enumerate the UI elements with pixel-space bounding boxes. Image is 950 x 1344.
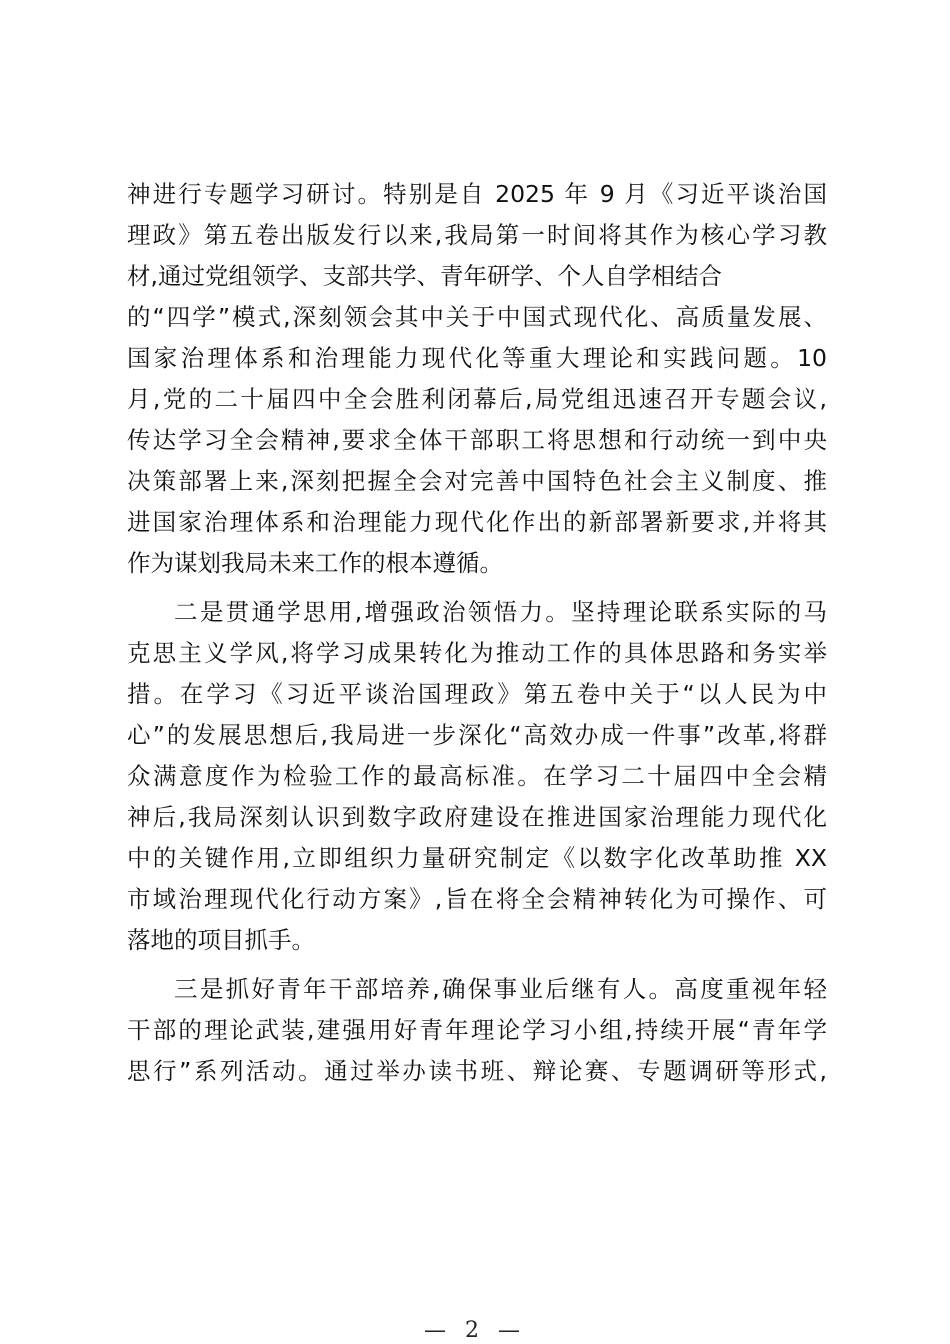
paragraph-2 bbox=[127, 592, 827, 961]
text-line: 心”的发展思想后,我局进一步深化“高效办成一件事”改革,将群 bbox=[127, 721, 827, 749]
text-line: 月,党的二十届四中全会胜利闭幕后,局党组迅速召开专题会议, bbox=[127, 385, 827, 413]
paragraph-spacer bbox=[127, 584, 827, 592]
paragraph-3 bbox=[127, 969, 827, 1092]
text-line: 干部的理论武装,建强用好青年理论学习小组,持续开展“青年学 bbox=[127, 1016, 827, 1044]
text-line: 神后,我局深刻认识到数字政府建设在推进国家治理能力现代化 bbox=[127, 803, 827, 831]
text-line: 决策部署上来,深刻把握全会对完善中国特色社会主义制度、推 bbox=[127, 467, 827, 495]
text-line: 神进行专题学习研讨。特别是自 2025 年 9 月《习近平谈治国 bbox=[127, 180, 827, 208]
text-line: 理政》第五卷出版发行以来,我局第一时间将其作为核心学习教 bbox=[127, 221, 827, 249]
text-line: 措。在学习《习近平谈治国理政》第五卷中关于“以人民为中 bbox=[127, 680, 827, 708]
text-line: 三是抓好青年干部培养,确保事业后继有人。高度重视年轻 bbox=[174, 975, 827, 1003]
text-line: 进国家治理体系和治理能力现代化作出的新部署新要求,并将其 bbox=[127, 508, 827, 536]
body-text bbox=[127, 174, 827, 1092]
text-line: 作为谋划我局未来工作的根本遵循。 bbox=[127, 549, 503, 577]
text-line: 二是贯通学思用,增强政治领悟力。坚持理论联系实际的马 bbox=[174, 598, 827, 626]
text-line: 众满意度作为检验工作的最高标准。在学习二十届四中全会精 bbox=[127, 762, 827, 790]
text-line: 国家治理体系和治理能力现代化等重大理论和实践问题。10 bbox=[127, 344, 827, 372]
text-line: 克思主义学风,将学习成果转化为推动工作的具体思路和务实举 bbox=[127, 639, 827, 667]
text-line: 材,通过党组领学、支部共学、青年研学、个人自学相结合 bbox=[127, 262, 722, 290]
paragraph-spacer bbox=[127, 961, 827, 969]
paragraph-1 bbox=[127, 174, 827, 584]
page-number: — 2 — bbox=[424, 1318, 526, 1343]
text-line: 传达学习全会精神,要求全体干部职工将思想和行动统一到中央 bbox=[127, 426, 827, 454]
text-line: 思行”系列活动。通过举办读书班、辩论赛、专题调研等形式, bbox=[127, 1057, 827, 1085]
text-line: 中的关键作用,立即组织力量研究制定《以数字化改革助推 XX bbox=[127, 844, 827, 872]
text-line: 市域治理现代化行动方案》,旨在将全会精神转化为可操作、可 bbox=[127, 885, 827, 913]
text-line: 落地的项目抓手。 bbox=[127, 926, 315, 954]
text-line: 的“四学”模式,深刻领会其中关于中国式现代化、高质量发展、 bbox=[127, 303, 827, 331]
